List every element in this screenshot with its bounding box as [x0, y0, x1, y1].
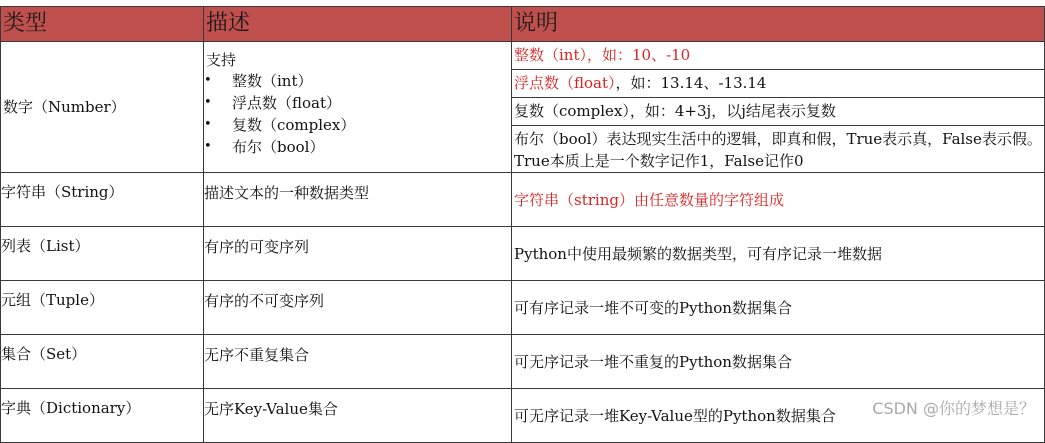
type-cell: 集合（Set）: [1, 335, 204, 389]
description-cell: 描述文本的一种数据类型: [204, 173, 512, 227]
explanation-int: 整数（int），如：10、-10: [512, 42, 1044, 70]
table-row-string: [1, 173, 1045, 227]
support-title: 支持: [206, 51, 237, 69]
description-cell: 有序的不可变序列: [204, 281, 512, 335]
bullet-icon: •: [204, 139, 212, 154]
bullet-icon: •: [204, 117, 212, 132]
explanation-cell: 字符串（string）由任意数量的字符组成: [512, 173, 1045, 227]
description-cell: 无序不重复集合: [204, 335, 512, 389]
header-type: 类型: [1, 7, 204, 42]
explanation-complex: 复数（complex），如：4+3j，以j结尾表示复数: [512, 98, 1044, 126]
explanation-float: 浮点数（float），如：13.14、-13.14: [512, 70, 1044, 98]
description-cell: 有序的可变序列: [204, 227, 512, 281]
list-item: • 布尔（bool）: [204, 138, 325, 156]
list-item: • 复数（complex）: [204, 116, 356, 134]
bullet-icon: •: [204, 73, 212, 88]
table-row-list: [1, 227, 1045, 281]
table-row-set: [1, 335, 1045, 389]
type-cell: 字典（Dictionary）: [1, 389, 204, 443]
table-row-tuple: [1, 281, 1045, 335]
explanation-bool: 布尔（bool）表达现实生活中的逻辑，即真和假，True表示真，False表示假。 True本质上是一个数字记作1，False记作0: [514, 130, 1042, 170]
header-explanation: 说明: [512, 7, 1045, 42]
explanation-cell: 可无序记录一堆Key-Value型的Python数据集合: [512, 389, 1045, 443]
watermark: CSDN @你的梦想是？: [872, 399, 1035, 418]
table-header-row: [1, 7, 1045, 42]
description-cell: 无序Key-Value集合: [204, 389, 512, 443]
type-cell: 数字（Number）: [1, 42, 204, 173]
explanation-cell: Python中使用最频繁的数据类型，可有序记录一堆数据: [512, 227, 1045, 281]
list-item: • 浮点数（float）: [204, 94, 342, 112]
list-item: • 整数（int）: [204, 72, 313, 90]
header-description: 描述: [204, 7, 512, 42]
support-list: [204, 70, 511, 158]
description-cell: [204, 42, 512, 173]
explanation-cell: 可有序记录一堆不可变的Python数据集合: [512, 281, 1045, 335]
table-row-number: [1, 42, 1045, 173]
explanation-cell: 可无序记录一堆不重复的Python数据集合: [512, 335, 1045, 389]
type-cell: 元组（Tuple）: [1, 281, 204, 335]
explanation-cell: [512, 42, 1045, 173]
type-cell: 字符串（String）: [1, 173, 204, 227]
bullet-icon: •: [204, 95, 212, 110]
data-types-table: [0, 6, 1045, 443]
type-cell: 列表（List）: [1, 227, 204, 281]
